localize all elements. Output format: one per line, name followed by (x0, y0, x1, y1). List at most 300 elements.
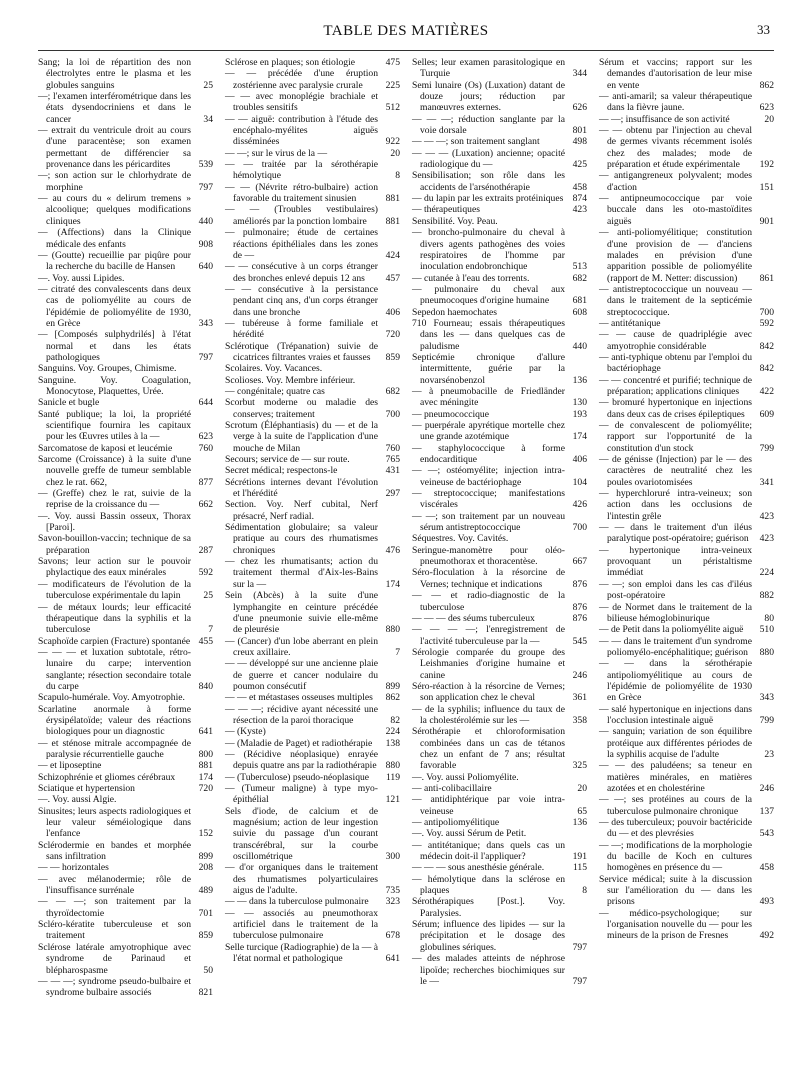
index-entry (599, 454, 774, 488)
index-entry (225, 692, 400, 703)
index-entry (225, 57, 400, 68)
index-entry (225, 738, 400, 749)
index-entry-text: — avec mélanodermie; rôle de l'insuffisance surrénale (38, 873, 191, 897)
index-entry-text: — (Goutte) recueillie par piqûre pour la recherche du bacille de Hansen (38, 249, 191, 273)
index-entry (412, 817, 587, 828)
index-column-1 (38, 57, 213, 999)
index-entry-page: 23 (764, 748, 774, 760)
index-entry-page: 20 (577, 783, 587, 794)
index-entry (38, 193, 213, 227)
index-entry (225, 749, 400, 772)
index-entry-page: 423 (759, 533, 774, 545)
index-entry-text: Sclérotique (Trépanation) suivie de cicatrices filtrantes vraies et fausses (225, 340, 378, 363)
index-entry-page: 877 (198, 476, 213, 488)
index-entry-text: — — dans la tuberculose pulmonaire (225, 896, 369, 908)
index-entry (38, 375, 213, 398)
index-entry-page: 797 (572, 975, 587, 987)
index-entry-page: 458 (572, 181, 587, 193)
index-entry (225, 896, 400, 907)
index-entry-text: — — consécutive à un corps étranger des bronches enlevé depuis 12 ans (225, 261, 378, 284)
index-entry-page: 191 (572, 851, 587, 863)
index-entry-page: 152 (198, 828, 213, 840)
index-entry (599, 57, 774, 91)
index-entry (225, 806, 400, 863)
index-entry (412, 318, 587, 352)
index-entry-text: — — avec monoplégie brachiale et troubles sensitifs (225, 91, 378, 114)
index-entry-page: 426 (572, 499, 587, 511)
index-entry-page: 50 (203, 964, 213, 976)
index-column-4 (599, 57, 774, 999)
index-entry-page: 34 (203, 113, 213, 125)
index-entry-page: 623 (198, 431, 213, 443)
index-entry (412, 896, 587, 919)
index-entry (412, 511, 587, 534)
index-entry (599, 760, 774, 794)
index-entry (38, 397, 213, 408)
index-entry-text: — — aiguë: contribution à l'étude des encéphalo-myélites aiguës disséminées (225, 113, 378, 148)
index-entry (225, 341, 400, 364)
index-entry-page: 475 (385, 57, 400, 68)
index-entry-text: Sinusites; leurs aspects radiologiques et leur valeur séméiologique dans l'enfance (38, 805, 191, 840)
index-entry (599, 522, 774, 545)
index-entry (38, 329, 213, 363)
index-entry-text: Scaphoïde carpien (Fracture) spontanée (38, 635, 191, 647)
index-entry-text: Scarlatine anormale à forme érysipélatoïde; valeur des réactions biologiques pour un diagnostic (38, 703, 191, 738)
index-entry-text: — [Composés sulphydrilés] à l'état normal et dans les états pathologiques (38, 329, 191, 363)
index-entry-page: 458 (759, 862, 774, 874)
index-entry-text: — anti-colibacillaire (412, 783, 492, 794)
index-entry-text: Selle turcique (Radiographie) de la — à l'état normal et pathologique (225, 941, 378, 965)
index-entry-page: 343 (759, 692, 774, 704)
index-entry (599, 545, 774, 579)
index-entry-text: Savon-bouillon-vaccin; technique de sa préparation (38, 533, 191, 556)
index-entry-page: 489 (198, 885, 213, 897)
index-entry-page: 874 (572, 193, 587, 205)
index-entry-page: 493 (759, 896, 774, 908)
index-entry-text: Selles; leur examen parasitologique en Turquie (412, 57, 565, 80)
index-entry (225, 182, 400, 205)
index-entry (225, 397, 400, 420)
index-entry-page: 760 (385, 442, 400, 454)
index-entry-page: 224 (759, 567, 774, 579)
index-entry-text: —; l'examen interférométrique dans les états dysendocriniens et dans le cancer (38, 91, 191, 125)
index-entry-text: Scrotum (Éléphantiasis) du — et de la verge à la suite de l'application d'une mouche de Milan (225, 420, 378, 454)
index-entry-text: — de métaux lourds; leur efficacité thérapeutique dans la syphilis et la tuberculose (38, 601, 191, 636)
index-entry-page: 65 (577, 805, 587, 817)
index-entry (38, 125, 213, 170)
index-entry (412, 352, 587, 386)
index-entry-page: 25 (203, 79, 213, 91)
index-entry (38, 862, 213, 873)
index-entry-page: 431 (385, 465, 400, 477)
index-entry-text: — — et radio-diagnostic de la tuberculose (412, 590, 565, 613)
index-entry-text: Schizophrénie et gliomes cérébraux (38, 771, 176, 783)
index-entry-text: — médico-psychologique; sur l'organisation nouvelle du — pour les mineurs de la prison de Fresnes (599, 907, 752, 942)
index-entry (225, 499, 400, 522)
index-entry-page: 681 (572, 295, 587, 307)
index-entry (225, 908, 400, 942)
index-entry (412, 273, 587, 284)
index-entry-page: 922 (385, 136, 400, 148)
running-title: TABLE DES MATIÈRES (323, 23, 489, 39)
index-entry (599, 817, 774, 840)
index-entry-page: 662 (198, 499, 213, 511)
index-entry-text: Sanguine. Voy. Coagulation, Monocytose, Plaquettes, Urée. (38, 374, 191, 397)
index-entry-page: 136 (572, 374, 587, 386)
index-entry-text: Scapulo-humérale. Voy. Amyotrophie. (38, 692, 185, 704)
index-entry (225, 114, 400, 148)
index-entry (412, 567, 587, 590)
index-entry-page: 876 (572, 601, 587, 613)
index-entry-text: Séro-floculation à la résorcine de Vernes; technique et indications (412, 567, 565, 590)
index-entry-page: 901 (759, 215, 774, 227)
index-entry-text: Sensibilité. Voy. Peau. (412, 215, 498, 227)
index-entry (38, 227, 213, 250)
index-entry-text: —. Voy. aussi Algie. (38, 794, 117, 806)
index-entry-text: Sécrétions internes devant l'évolution et l'hérédité (225, 476, 378, 500)
index-entry (599, 91, 774, 114)
index-entry (412, 216, 587, 227)
index-entry (225, 420, 400, 454)
index-entry (412, 57, 587, 80)
index-entry-page: 423 (759, 510, 774, 522)
index-entry (38, 250, 213, 273)
index-entry (599, 908, 774, 942)
index-entry-text: — — —; son traitement sanglant (412, 136, 540, 148)
index-entry-page: 476 (385, 544, 400, 556)
index-entry (599, 704, 774, 727)
index-entry-text: Scléro-kératite tuberculeuse et son traitement (38, 919, 191, 942)
index-entry-text: — (Greffe) chez le rat, suivie de la reprise de la croissance du — (38, 488, 191, 511)
index-entry-text: — —; modifications de la morphologie du bacille de Koch en cultures homogènes en présence du — (599, 839, 752, 874)
index-entry-page: 861 (759, 272, 774, 284)
index-entry-text: —. Voy. aussi Sérum de Petit. (412, 828, 527, 840)
index-entry (412, 386, 587, 409)
index-entry-page: 512 (385, 102, 400, 114)
index-entry-page: 881 (385, 193, 400, 205)
index-entry-text: Sanicle et bugle (38, 397, 100, 409)
index-entry-text: Sclérodermie en bandes et morphée sans infiltration (38, 839, 191, 863)
index-entry (38, 556, 213, 579)
index-entry-page: 193 (572, 408, 587, 420)
index-entry-page: 344 (572, 68, 587, 80)
index-entry-page: 80 (764, 612, 774, 624)
index-entry-text: — au cours du « delirum tremens » alcoolique; quelques modifications cliniques (38, 193, 191, 227)
index-entry (412, 420, 587, 443)
index-entry (412, 953, 587, 987)
index-entry-page: 859 (198, 930, 213, 942)
index-entry-page: 545 (572, 635, 587, 647)
index-entry (225, 148, 400, 159)
index-entry-page: 859 (385, 351, 400, 363)
index-entry-text: — — dans la sérothérapie antipoliomyélitique au cours de l'épidémie de poliomyélite de 1930 en Grèce (599, 658, 752, 704)
index-entry (38, 284, 213, 329)
index-entry-page: 800 (198, 748, 213, 760)
index-entry (412, 726, 587, 771)
index-entry-text: — hémolytique dans la sclérose en plaques (412, 873, 565, 897)
index-entry-text: Sein (Abcès) à la suite d'une lymphangite en ceinture précédée d'une pneumonie suivie elle-même de pleurésie (225, 590, 378, 636)
index-entry-text: Sepedon haemochates (412, 306, 497, 318)
index-entry (225, 590, 400, 635)
index-entry (38, 443, 213, 454)
index-entry (599, 420, 774, 454)
index-entry-text: Sciatique et hypertension (38, 783, 135, 794)
index-entry (412, 624, 587, 647)
header-rule (38, 50, 774, 51)
index-entry-page: 899 (198, 851, 213, 863)
index-entry-text: — hypertonique intra-veineux provoquant un péristaltisme immédiat (599, 544, 752, 579)
index-entry-text: — des tuberculeux; pouvoir bactéricide du — et des plevrésies (599, 817, 752, 840)
index-entry-page: 882 (759, 590, 774, 602)
index-entry-text: Sclérose latérale amyotrophique avec syndrome de Parinaud et blépharospasme (38, 941, 191, 976)
index-entry-page: 7 (208, 624, 213, 636)
index-entry-text: — — des paludéens; sa teneur en matières minérales, en matières azotées et en cholestérine (599, 760, 752, 794)
index-entry (599, 193, 774, 227)
index-entry-page: 8 (582, 885, 587, 897)
index-entry-text: —. Voy. aussi Poliomyélite. (412, 771, 519, 783)
index-entry-text: — — concentré et purifié; technique de préparation; applications cliniques (599, 374, 752, 397)
index-entry-text: — (Affections) dans la Clinique médicale des enfants (38, 227, 191, 250)
index-entry-page: 422 (759, 385, 774, 397)
index-entry (599, 170, 774, 193)
index-entry-text: — chez les rhumatisants; action du traitement thermal d'Aix-les-Bains sur la — (225, 556, 378, 590)
index-entry-page: 880 (385, 624, 400, 636)
index-entry (38, 976, 213, 999)
index-entry-text: — — associés au pneumothorax artificiel dans le traitement de la tuberculose pulmonaire (225, 907, 378, 942)
index-entry-page: 735 (385, 885, 400, 897)
index-entry (412, 193, 587, 204)
index-entry-text: 710 Fourneau; essais thérapeutiques dans les — dans quelques cas de paludisme (412, 317, 565, 352)
index-entry (599, 488, 774, 522)
index-entry (38, 692, 213, 703)
index-entry-page: 174 (385, 578, 400, 590)
index-entry-text: — streptococcique; manifestations viscérales (412, 488, 565, 511)
index-entry-text: — antigangreneux polyvalent; modes d'action (599, 170, 752, 193)
index-entry (38, 760, 213, 771)
index-entry (38, 409, 213, 443)
index-entry-text: Scolioses. Voy. Membre inférieur. (225, 374, 356, 386)
index-entry-text: Sérothérapiques [Post.]. Voy. Paralysies. (412, 896, 565, 919)
index-entry (38, 602, 213, 636)
index-entry (412, 80, 587, 114)
index-entry-text: — antitétanique (599, 317, 661, 329)
index-entry (225, 726, 400, 737)
index-entry (225, 284, 400, 318)
index-entry-text: Séquestres. Voy. Cavités. (412, 533, 509, 545)
index-entry (225, 704, 400, 727)
index-entry (225, 261, 400, 284)
index-entry-text: Sarcome (Croissance) à la suite d'une nouvelle greffe de tumeur semblable chez le rat. 662, (38, 454, 191, 488)
index-entry (225, 375, 400, 386)
index-entry (599, 794, 774, 817)
index-entry-page: 20 (390, 147, 400, 159)
index-entry-page: 425 (572, 159, 587, 171)
index-entry-page: 136 (572, 817, 587, 829)
index-entry (225, 522, 400, 556)
index-entry-text: Scolaires. Voy. Vacances. (225, 363, 323, 375)
index-entry-text: Sels d'iode, de calcium et de magnésium; action de leur ingestion suivie du passage d'un courant transcérébral, sur la courbe oscillométrique (225, 805, 378, 863)
index-entry-text: — pneumococcique (412, 408, 489, 420)
index-entry-page: 361 (572, 692, 587, 704)
index-entry-text: — antidiphtérique par voie intra-veineuse (412, 794, 565, 817)
index-entry-text: Scorbut moderne ou maladie des conserves; traitement (225, 397, 378, 420)
index-entry-text: — — cause de quadriplégie avec amyotrophie considérable (599, 329, 752, 352)
index-entry-page: 455 (198, 635, 213, 647)
index-entry (225, 636, 400, 659)
index-entry-page: 539 (198, 159, 213, 171)
index-entry-page: 174 (198, 771, 213, 783)
index-entry-page: 700 (759, 306, 774, 318)
index-entry-text: — — horizontales (38, 862, 109, 874)
index-entry (412, 409, 587, 420)
index-entry-page: 623 (759, 102, 774, 114)
index-entry (38, 454, 213, 488)
index-entry (225, 318, 400, 341)
index-entry-text: — staphylococcique à forme endocarditique (412, 442, 565, 466)
index-entry-page: 138 (385, 737, 400, 749)
index-entry (599, 329, 774, 352)
index-entry (412, 465, 587, 488)
index-entry-text: Semi lunaire (Os) (Luxation) datant de douze jours; réduction par manœuvres externes. (412, 79, 565, 114)
index-entry (225, 556, 400, 590)
index-entry-page: 667 (572, 556, 587, 568)
index-entry-text: — — —; récidive ayant nécessité une résection de la paroi thoracique (225, 703, 378, 726)
index-entry-text: — — et métastases osseuses multiples (225, 692, 373, 704)
index-entry-text: — et liposeptine (38, 760, 102, 772)
index-entry (412, 114, 587, 137)
index-entry-page: 358 (572, 714, 587, 726)
index-entry-text: — — — et luxation subtotale, rétro-lunaire du carpe; intervention sanglante; résection secondaire totale du carpe (38, 646, 191, 692)
index-entry-page: 700 (385, 408, 400, 420)
index-entry (38, 488, 213, 511)
index-entry (412, 862, 587, 873)
index-entry (225, 159, 400, 182)
index-entry (412, 204, 587, 215)
index-entry (412, 170, 587, 193)
index-entry (599, 579, 774, 602)
index-entry-text: — (Tumeur maligne) à type myo-épithélial (225, 783, 378, 806)
index-entry-text: — thérapeutiques (412, 204, 480, 216)
index-entry-page: 682 (385, 385, 400, 397)
index-entry (38, 273, 213, 284)
index-entry-text: — — —; réduction sanglante par la voie dorsale (412, 113, 565, 137)
index-entry-text: Sarcomatose de kaposi et leucémie (38, 442, 173, 454)
index-entry-page: 246 (572, 669, 587, 681)
index-entry-page: 799 (759, 442, 774, 454)
index-entry (225, 658, 400, 692)
index-entry-text: — —; ostéomyélite; injection intra-veineuse de bactériophage (412, 465, 565, 488)
index-entry (225, 91, 400, 114)
index-entry-page: 797 (572, 941, 587, 953)
index-entry-page: 678 (385, 930, 400, 942)
index-entry-page: 25 (203, 590, 213, 602)
index-entry-page: 7 (395, 646, 400, 658)
index-entry-page: 115 (572, 862, 587, 874)
index-entry-text: — pulmonaire; étude de certaines réactions épithéliales dans les zones de — (225, 227, 378, 261)
index-entry-page: 876 (572, 612, 587, 624)
index-entry-text: — — (Troubles vestibulaires) améliorés par la ponction lombaire (225, 204, 378, 227)
index-entry (38, 647, 213, 692)
index-entry (599, 658, 774, 703)
index-entry-text: — —; ses protéines au cours de la tuberculose pulmonaire chronique (599, 794, 752, 817)
index-entry-text: — antipoliomyélitique (412, 817, 500, 829)
index-entry-text: — du lapin par les extraits protéiniques (412, 193, 564, 205)
index-entry-page: 300 (385, 851, 400, 863)
index-entry (225, 772, 400, 783)
index-entry-page: 174 (572, 431, 587, 443)
index-entry-text: — extrait du ventricule droit au cours d'une paracentèse; son examen permettant de différencier sa provenance dans les péricardites (38, 125, 191, 171)
index-entry (599, 840, 774, 874)
index-entry-text: Sédimentation globulaire; sa valeur pratique au cours des rhumatismes chroniques (225, 522, 378, 556)
index-entry-page: 513 (572, 261, 587, 273)
index-entry-text: — — dans le traitement d'un iléus paralytique post-opératoire; guérison (599, 522, 752, 545)
index-entry (412, 136, 587, 147)
index-entry-page: 440 (572, 340, 587, 352)
index-entry-text: — antitétanique; dans quels cas un médecin doit-il l'appliquer? (412, 839, 565, 863)
index-entry-text: — puerpérale apyrétique mortelle chez une grande azotémique (412, 420, 565, 443)
index-entry (599, 624, 774, 635)
index-entry-page: 797 (198, 351, 213, 363)
index-entry-page: 406 (385, 306, 400, 318)
index-entry (225, 783, 400, 806)
index-column-3 (412, 57, 587, 999)
index-entry (599, 114, 774, 125)
index-entry-text: — (Cancer) d'un lobe aberrant en plein creux axillaire. (225, 635, 378, 658)
index-columns (38, 57, 774, 999)
index-entry-text: Sérum et vaccins; rapport sur les demandes d'autorisation de leur mise en vente (599, 57, 752, 91)
index-entry-page: 801 (572, 125, 587, 137)
index-entry-page: 700 (572, 522, 587, 534)
index-entry (225, 386, 400, 397)
index-entry-text: — — —; son traitement par la thyroïdectomie (38, 896, 191, 919)
index-entry (225, 204, 400, 227)
index-entry (599, 397, 774, 420)
index-entry-text: — de Petit dans la poliomyélite aiguë (599, 624, 744, 636)
index-entry (412, 613, 587, 624)
index-entry-page: 592 (759, 317, 774, 329)
index-entry (599, 602, 774, 625)
index-entry (599, 227, 774, 284)
index-entry-page: 137 (759, 805, 774, 817)
index-entry-text: — de convalescent de poliomyélite; rapport sur l'opportunité de la constitution d'un stock (599, 420, 752, 454)
index-entry-text: — pulmonaire du cheval aux pneumocoques d'origine humaine (412, 283, 565, 307)
index-entry-page: 121 (385, 794, 400, 806)
index-entry (412, 284, 587, 307)
index-entry-text: — hyperchloruré intra-veineux; son action dans les occlusions de l'intestin grêle (599, 488, 752, 522)
index-entry (225, 363, 400, 374)
index-entry (599, 318, 774, 329)
index-entry-page: 842 (759, 363, 774, 375)
index-entry-text: — des malades atteints de néphrose lipoïde; recherches biochimiques sur le — (412, 953, 565, 987)
index-entry-page: 119 (385, 771, 400, 783)
index-entry-text: Service médical; suite à la discussion sur l'amélioration du — dans les prisons (599, 873, 752, 908)
index-entry-text: Sanguins. Voy. Groupes, Chimisme. (38, 363, 177, 375)
index-entry-page: 510 (759, 624, 774, 636)
index-entry-page: 543 (759, 828, 774, 840)
index-entry (38, 896, 213, 919)
index-entry-text: — —; insuffisance de son activité (599, 113, 730, 125)
index-entry-text: — — obtenu par l'injection au cheval de germes vivants récemment isolés chez des malades; mode de préparation et étude expérimentale (599, 125, 752, 171)
index-entry-text: — sanguin; variation de son équilibre protéique aux différentes périodes de la syphilis acquise de l'adulte (599, 726, 752, 760)
index-entry-page: 880 (759, 646, 774, 658)
index-entry (38, 57, 213, 91)
index-entry-page: 297 (385, 488, 400, 500)
index-entry (38, 942, 213, 976)
index-entry-text: Sclérose en plaques; son étiologie (225, 57, 356, 68)
index-entry-text: — et sténose mitrale accompagnée de paralysie récurrentielle gauche (38, 737, 191, 760)
index-entry-page: 641 (198, 726, 213, 738)
index-entry-page: 224 (385, 726, 400, 738)
